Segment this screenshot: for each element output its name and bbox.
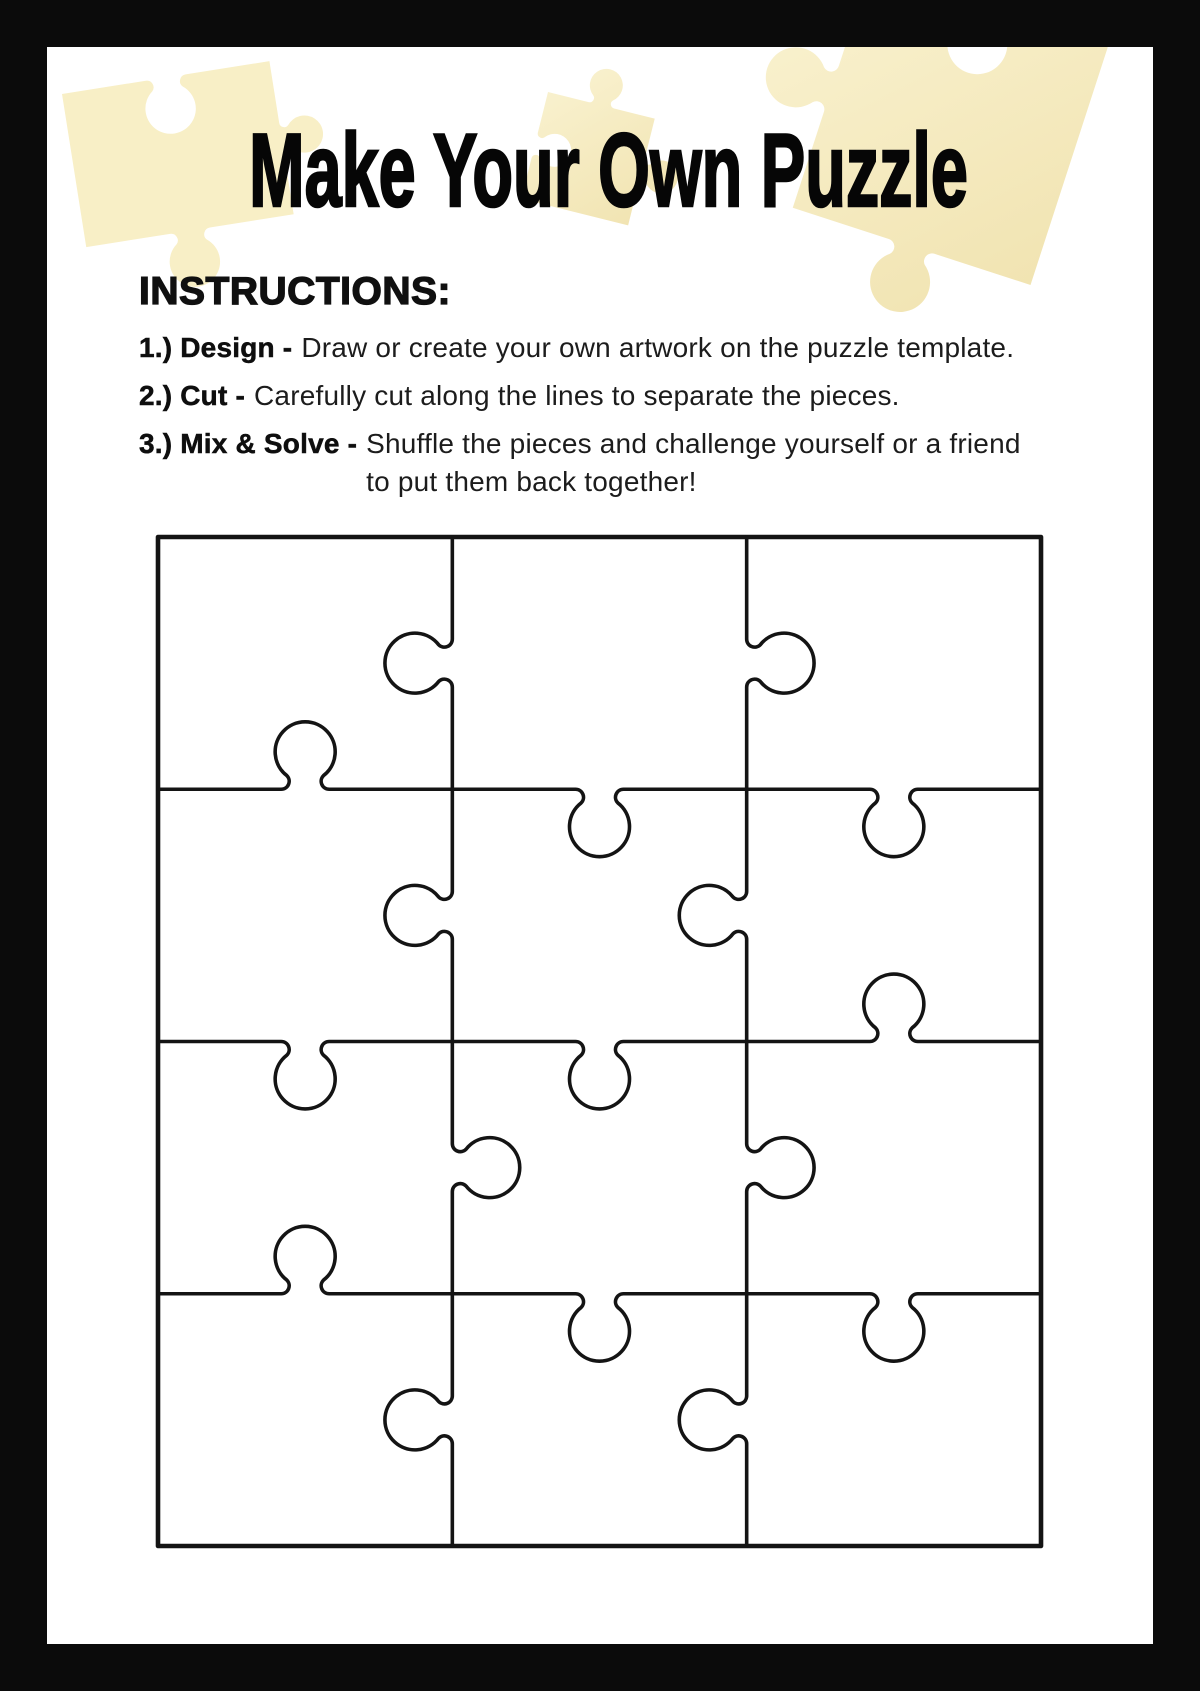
step-text: Draw or create your own artwork on the puzzle template.	[301, 332, 1015, 363]
instructions-heading: INSTRUCTIONS:	[139, 270, 451, 313]
puzzle-grid-horizontal-line	[158, 1226, 1041, 1361]
page-title	[47, 113, 1153, 229]
step-label: 1.) Design -	[139, 332, 293, 363]
puzzle-grid-outline	[158, 537, 1041, 1546]
paper-sheet	[47, 47, 1153, 1644]
step-label: 2.) Cut -	[139, 380, 246, 411]
puzzle-grid-horizontal-line	[158, 722, 1041, 857]
step-text: Carefully cut along the lines to separate the pieces.	[254, 380, 900, 411]
instruction-step-design	[139, 329, 1014, 367]
instruction-step-mix-solve	[139, 425, 1021, 501]
page-title-text: Make Your Own Puzzle	[249, 113, 968, 229]
step-text: Shuffle the pieces and challenge yourself or a friend to put them back together!	[366, 428, 1021, 498]
instruction-step-cut	[139, 377, 900, 415]
step-label: 3.) Mix & Solve -	[139, 428, 358, 459]
puzzle-grid-horizontal-line	[158, 974, 1041, 1109]
